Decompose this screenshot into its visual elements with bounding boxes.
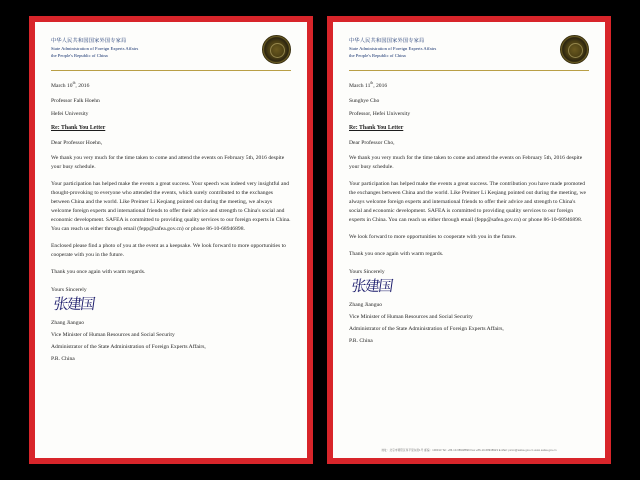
letterhead-chinese-title: 中华人民共和国国家外国专家局 xyxy=(51,38,127,44)
signer-title: Vice Minister of Human Resources and Social Security xyxy=(51,332,175,339)
letter-date xyxy=(349,81,589,89)
letterhead-text xyxy=(349,35,436,59)
letterhead-divider xyxy=(51,70,291,71)
signer-country: P.R. China xyxy=(51,356,75,363)
letter-frame-right xyxy=(327,16,611,464)
signer-name: Zhang Jianguo xyxy=(51,320,85,327)
handwritten-signature: 张建国 xyxy=(52,295,96,314)
letter-subject: Re: Thank You Letter xyxy=(349,124,404,131)
letter-salutation: Dear Professor Cho, xyxy=(349,139,395,146)
letterhead-english-title-line1: State Administration of Foreign Experts Affairs xyxy=(349,46,437,51)
letter-date-suffix: th xyxy=(72,81,76,85)
signer-name: Zhang Jianguo xyxy=(349,302,383,309)
letter-subject: Re: Thank You Letter xyxy=(51,124,106,131)
letter-salutation: Dear Professor Hoehn, xyxy=(51,139,103,146)
letter-paragraph: Enclosed please find a photo of you at the event as a keepsake. We look forward to more opportunities to cooperate with you in the future. xyxy=(51,243,286,259)
signer-country: P.R. China xyxy=(349,338,373,345)
letter-paragraph: Your participation has helped make the events a great success. The contribution you have made promoted the exchanges between China and the world. Like Preimer Li Keqiang pointed out during the meeting, we always welcome foreign experts and international friends to offer their advice and strength to China's social and economic development. SAFEA is committed to providing quality services to our foreign experts in China. You can reach us either through email (fepp@safea.gov.cn) or phone 86-10-68946898. xyxy=(349,180,587,224)
letterhead-english-title-line1: State Administration of Foreign Experts Affairs xyxy=(51,46,139,51)
signer-title-secondary: Administrator of the State Administration of Foreign Experts Affairs, xyxy=(51,344,206,351)
letter-date xyxy=(51,81,291,89)
recipient-organization: Professor, Hefei University xyxy=(349,110,411,117)
gold-seal-icon xyxy=(560,35,589,64)
letter-page-right xyxy=(333,22,605,458)
letter-paragraph: We thank you very much for the time taken to come and attend the events on February 5th, 2016 despite your busy schedule. xyxy=(51,154,285,170)
letter-page-left xyxy=(35,22,307,458)
recipient-name: Sunghye Cho xyxy=(349,97,380,104)
letter-date-year: , 2016 xyxy=(75,82,90,89)
letterhead-divider xyxy=(349,70,589,71)
letter-frame-left xyxy=(29,16,313,464)
gold-seal-icon xyxy=(262,35,291,64)
letter-paragraph: Thank you once again with warm regards. xyxy=(51,269,146,276)
letter-footer-address: 地址：北京市朝阳区和平里东街1号 邮编：100013 Tel: +86-10-68948899 Fax:+86-10-68948923 E-Mail: piccn@safea.gov.cn www.safea.gov.cn xyxy=(381,449,557,453)
letter-paragraph: Your participation has helped make the events a great success. Your speech was indeed very insightful and thought-provoking to everyone who attended the events, which surely contributed to the exchanges between China and the world. Like Preimer Li Keqiang pointed out during the meeting, we always welcome foreign experts and international friends to offer their advice and strength to China's social and economic development. SAFEA is committed to providing quality services to our foreign experts in China. You can reach us either through email (fepp@safea.gov.cn) or phone 86-10-68946898. xyxy=(51,180,291,233)
letterhead-english-title-line2: the People's Republic of China xyxy=(51,52,108,58)
letter-paragraph: Thank you once again with warm regards. xyxy=(349,251,444,258)
recipient-organization: Hefei University xyxy=(51,110,89,117)
signer-title-secondary: Administrator of the State Administration of Foreign Experts Affairs, xyxy=(349,326,504,333)
letter-sign-off: Yours Sincerely xyxy=(51,287,87,294)
letter-paragraph: We thank you very much for the time taken to come and attend the events on February 5th, 2016 despite your busy schedule. xyxy=(349,154,583,170)
recipient-name: Professor Falk Hoehn xyxy=(51,97,100,104)
letter-date-year: , 2016 xyxy=(373,82,388,89)
letter-date-day: March 10 xyxy=(51,82,73,89)
handwritten-signature: 张建国 xyxy=(350,277,394,296)
letterhead-english-title-line2: the People's Republic of China xyxy=(349,52,406,58)
letter-date-day: March 11 xyxy=(349,82,371,89)
letterhead-text xyxy=(51,35,138,59)
letter-date-suffix: th xyxy=(370,81,374,85)
letter-paragraph: We look forward to more opportunities to cooperate with you in the future. xyxy=(349,234,517,241)
letterhead-chinese-title: 中华人民共和国国家外国专家局 xyxy=(349,38,425,44)
signer-title: Vice Minister of Human Resources and Social Security xyxy=(349,314,473,321)
letterhead xyxy=(51,35,291,70)
letterhead xyxy=(349,35,589,70)
letter-sign-off: Yours Sincerely xyxy=(349,269,385,276)
